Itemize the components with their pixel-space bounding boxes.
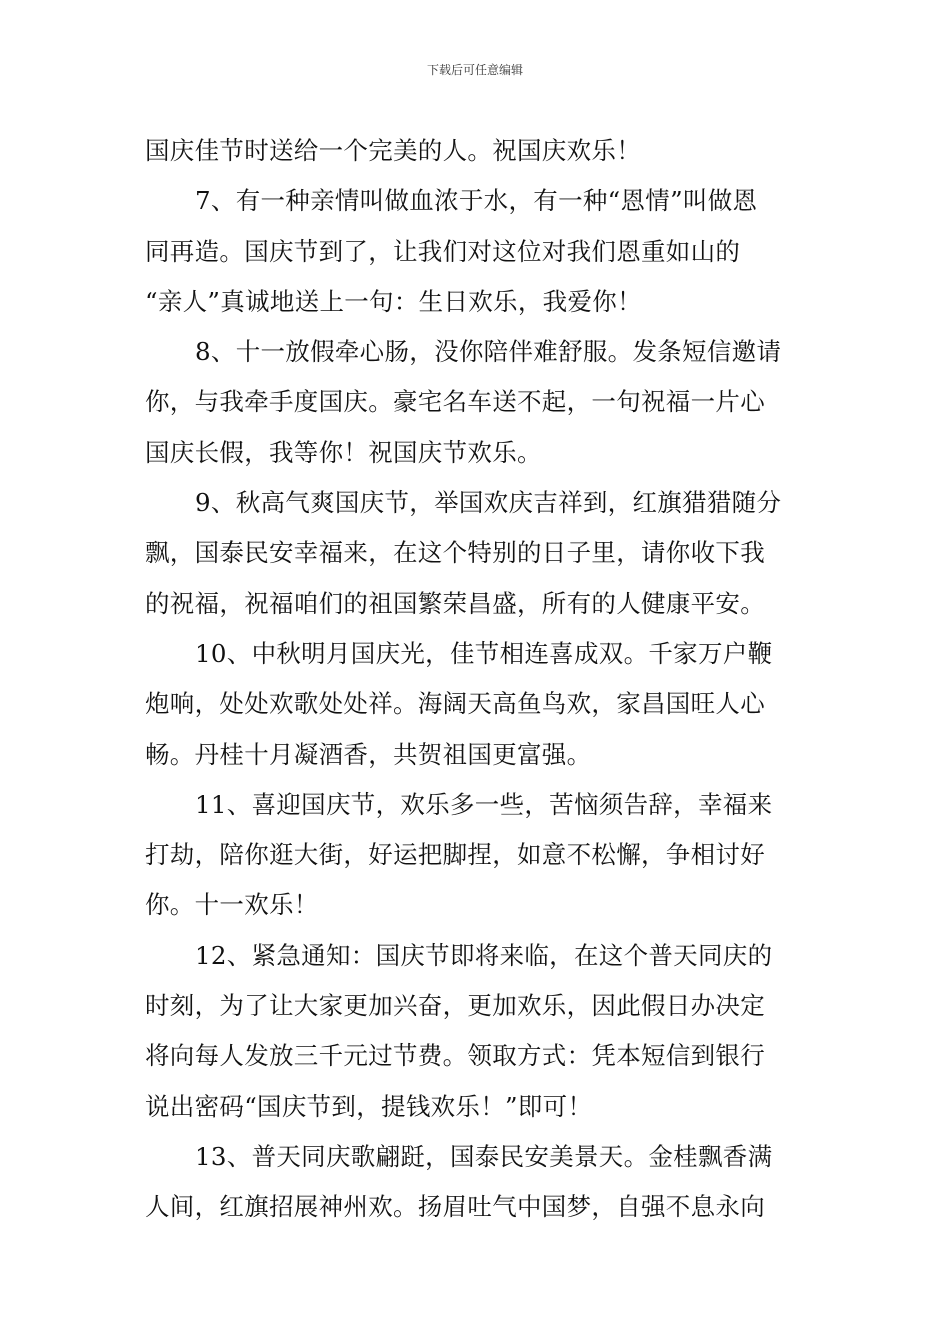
text-line: 说出密码“国庆节到，提钱欢乐！”即可！ xyxy=(145,1091,593,1121)
text-line: 的祝福，祝福咱们的祖国繁荣昌盛，所有的人健康平安。 xyxy=(145,588,765,618)
page-header: 下载后可任意编辑 xyxy=(426,63,523,77)
text-line: 飘，国泰民安幸福来，在这个特别的日子里，请你收下我 xyxy=(145,538,765,568)
text-line: “亲人”真诚地送上一句：生日欢乐，我爱你！ xyxy=(145,286,642,316)
paragraph-7-start: 7、有一种亲情叫做血浓于水，有一种“恩情”叫做恩 xyxy=(195,186,758,216)
paragraph-11-start: 11、喜迎国庆节，欢乐多一些，苦恼须告辞，幸福来 xyxy=(195,789,773,819)
paragraph-8-start: 8、十一放假牵心肠，没你陪伴难舒服。发条短信邀请 xyxy=(195,337,782,367)
paragraph-10-start: 10、中秋明月国庆光，佳节相连喜成双。千家万户鞭 xyxy=(195,638,773,668)
paragraph-12-start: 12、紧急通知：国庆节即将来临，在这个普天同庆的 xyxy=(195,940,773,970)
text-line: 畅。丹桂十月凝酒香，共贺祖国更富强。 xyxy=(145,739,592,769)
text-line: 将向每人发放三千元过节费。领取方式：凭本短信到银行 xyxy=(145,1041,765,1071)
text-line: 你。十一欢乐！ xyxy=(145,890,319,920)
text-line: 你，与我牵手度国庆。豪宅名车送不起，一句祝福一片心 xyxy=(145,387,765,417)
text-line: 炮响，处处欢歌处处祥。海阔天高鱼鸟欢，家昌国旺人心 xyxy=(145,689,765,719)
text-line: 打劫，陪你逛大街，好运把脚捏，如意不松懈，争相讨好 xyxy=(145,840,765,870)
paragraph-9-start: 9、秋高气爽国庆节，举国欢庆吉祥到，红旗猎猎随分 xyxy=(195,488,782,518)
text-line: 国庆长假，我等你！祝国庆节欢乐。 xyxy=(145,437,542,467)
text-line: 人间，红旗招展神州欢。扬眉吐气中国梦，自强不息永向 xyxy=(145,1192,765,1222)
document-body xyxy=(145,126,815,1233)
text-line: 时刻，为了让大家更加兴奋，更加欢乐，因此假日办决定 xyxy=(145,991,765,1021)
paragraph-13-start: 13、普天同庆歌翩跹，国泰民安美景天。金桂飘香满 xyxy=(195,1141,773,1171)
text-line: 国庆佳节时送给一个完美的人。祝国庆欢乐！ xyxy=(145,136,641,165)
text-line: 同再造。国庆节到了，让我们对这位对我们恩重如山的 xyxy=(145,236,741,266)
